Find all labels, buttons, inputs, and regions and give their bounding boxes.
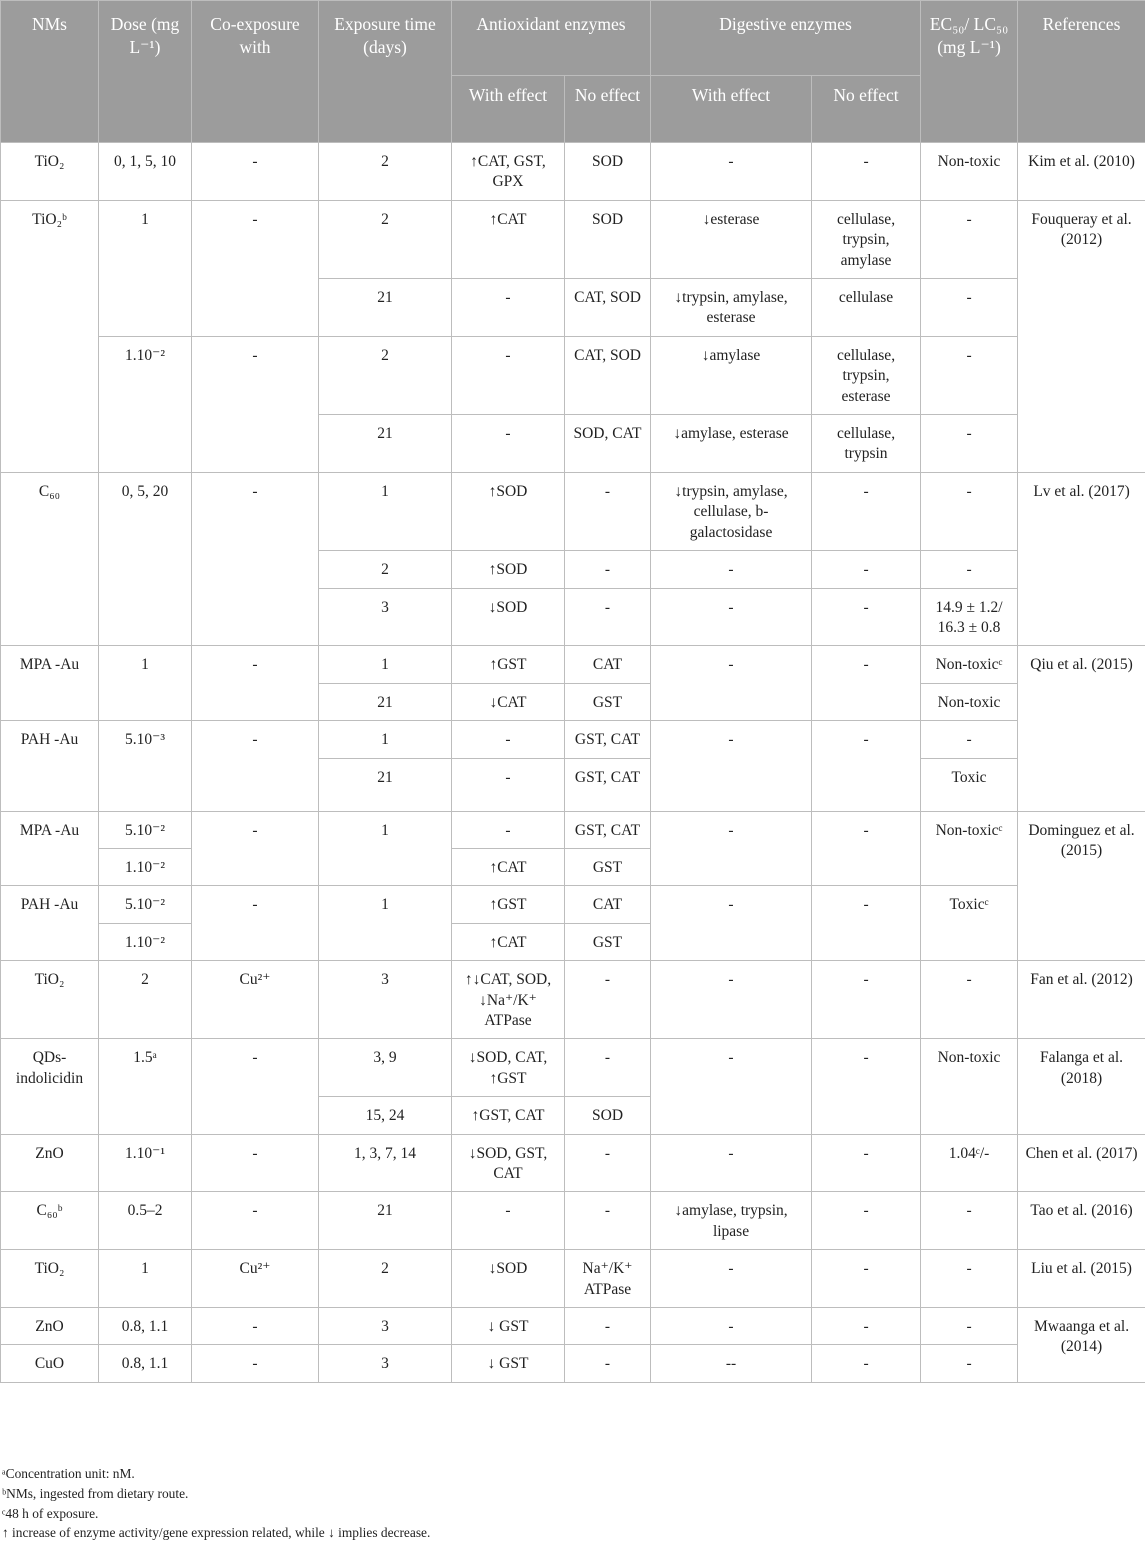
cell-digest-with: - [651, 551, 812, 588]
cell-digest-no: - [812, 143, 921, 201]
cell-antiox-no: GST, CAT [565, 758, 651, 811]
cell-antiox-no: - [565, 1039, 651, 1097]
cell-nm: C₆₀ [1, 472, 99, 645]
cell-digest-no: cellulase, trypsin, esterase [812, 336, 921, 414]
cell-coexposure: Cu²⁺ [192, 961, 319, 1039]
cell-digest-no: cellulase [812, 279, 921, 337]
table-row [1, 961, 1145, 1039]
cell-reference: Tao et al. (2016) [1018, 1192, 1145, 1250]
cell-time: 1 [319, 811, 452, 886]
cell-ec50: - [921, 415, 1018, 473]
cell-reference: Qiu et al. (2015) [1018, 646, 1145, 811]
cell-ec50: - [921, 961, 1018, 1039]
table-row [1, 811, 1145, 848]
cell-antiox-with: - [452, 758, 565, 811]
cell-time: 3, 9 [319, 1039, 452, 1097]
cell-coexposure: - [192, 472, 319, 645]
cell-digest-with: - [651, 646, 812, 721]
cell-reference: Fan et al. (2012) [1018, 961, 1145, 1039]
header-digestive: Digestive enzymes [651, 1, 921, 76]
cell-antiox-with: - [452, 279, 565, 337]
footnote-b: ᵇNMs, ingested from dietary route. [2, 1485, 189, 1501]
cell-time: 1 [319, 721, 452, 758]
table-row [1, 1192, 1145, 1250]
cell-dose: 1.10⁻² [99, 923, 192, 960]
table-row [1, 143, 1145, 201]
cell-antiox-no: SOD [565, 200, 651, 278]
cell-time: 3 [319, 1308, 452, 1345]
cell-ec50: Non-toxic [921, 1039, 1018, 1134]
cell-ec50: - [921, 279, 1018, 337]
cell-digest-no: - [812, 1134, 921, 1192]
cell-ec50: - [921, 1308, 1018, 1345]
cell-ec50: - [921, 551, 1018, 588]
cell-nm: MPA -Au [1, 646, 99, 721]
table-body [1, 143, 1145, 1383]
cell-dose: 0.5–2 [99, 1192, 192, 1250]
cell-digest-with: - [651, 1134, 812, 1192]
header-references: References [1018, 1, 1145, 143]
cell-digest-with: ↓amylase, esterase [651, 415, 812, 473]
cell-nm: TiO₂ᵇ [1, 200, 99, 472]
cell-antiox-no: - [565, 1345, 651, 1382]
table-row [1, 1039, 1145, 1097]
table-row [1, 886, 1145, 923]
header-antioxidant-no: No effect [565, 76, 651, 143]
cell-time: 21 [319, 279, 452, 337]
cell-digest-with: ↓amylase, trypsin, lipase [651, 1192, 812, 1250]
cell-antiox-with: - [452, 336, 565, 414]
cell-ec50: Non-toxicᶜ [921, 811, 1018, 886]
cell-ec50: Non-toxicᶜ [921, 646, 1018, 683]
cell-antiox-with: - [452, 811, 565, 848]
header-antioxidant: Antioxidant enzymes [452, 1, 651, 76]
cell-antiox-no: GST [565, 923, 651, 960]
cell-antiox-no: - [565, 588, 651, 646]
cell-time: 21 [319, 683, 452, 720]
cell-digest-no: - [812, 961, 921, 1039]
cell-dose: 0, 5, 20 [99, 472, 192, 645]
cell-ec50: - [921, 472, 1018, 550]
cell-nm: TiO₂ [1, 1250, 99, 1308]
cell-antiox-with: - [452, 1192, 565, 1250]
cell-digest-with: - [651, 886, 812, 961]
cell-digest-with: ↓amylase [651, 336, 812, 414]
cell-antiox-no: SOD, CAT [565, 415, 651, 473]
footnote-arrows: ↑ increase of enzyme activity/gene expression related, while ↓ implies decrease. [2, 1525, 431, 1541]
cell-dose: 0, 1, 5, 10 [99, 143, 192, 201]
cell-nm: CuO [1, 1345, 99, 1382]
cell-digest-with: ↓esterase [651, 200, 812, 278]
cell-digest-no: - [812, 588, 921, 646]
cell-nm: PAH -Au [1, 721, 99, 811]
cell-digest-with: - [651, 811, 812, 886]
cell-digest-with: - [651, 588, 812, 646]
cell-digest-with: -- [651, 1345, 812, 1382]
table-row [1, 200, 1145, 278]
cell-digest-no: - [812, 646, 921, 721]
cell-antiox-with: ↓SOD, GST, CAT [452, 1134, 565, 1192]
cell-nm: ZnO [1, 1308, 99, 1345]
cell-time: 1, 3, 7, 14 [319, 1134, 452, 1192]
cell-coexposure: - [192, 336, 319, 472]
cell-coexposure: - [192, 1308, 319, 1345]
cell-time: 3 [319, 1345, 452, 1382]
cell-antiox-no: Na⁺/K⁺ ATPase [565, 1250, 651, 1308]
cell-coexposure: - [192, 200, 319, 336]
cell-time: 2 [319, 143, 452, 201]
cell-ec50: - [921, 721, 1018, 758]
table-row [1, 472, 1145, 550]
cell-antiox-no: CAT [565, 886, 651, 923]
cell-antiox-no: SOD [565, 143, 651, 201]
cell-antiox-with: ↑CAT [452, 923, 565, 960]
cell-digest-no: - [812, 1192, 921, 1250]
cell-digest-no: - [812, 811, 921, 886]
cell-antiox-no: CAT, SOD [565, 336, 651, 414]
cell-antiox-no: GST [565, 848, 651, 885]
cell-ec50: Toxic [921, 758, 1018, 811]
cell-digest-no: - [812, 1039, 921, 1134]
cell-ec50: - [921, 336, 1018, 414]
cell-digest-no: - [812, 886, 921, 961]
cell-coexposure: - [192, 1345, 319, 1382]
cell-antiox-with: ↑↓CAT, SOD, ↓Na⁺/K⁺ ATPase [452, 961, 565, 1039]
cell-antiox-with: ↑SOD [452, 551, 565, 588]
table-row [1, 1250, 1145, 1308]
cell-time: 1 [319, 886, 452, 961]
cell-nm: QDs-indolicidin [1, 1039, 99, 1134]
cell-time: 2 [319, 551, 452, 588]
table-row [1, 1308, 1145, 1345]
cell-time: 2 [319, 200, 452, 278]
cell-reference: Lv et al. (2017) [1018, 472, 1145, 645]
cell-time: 3 [319, 961, 452, 1039]
cell-digest-with: - [651, 1250, 812, 1308]
cell-antiox-with: ↓CAT [452, 683, 565, 720]
cell-ec50: 14.9 ± 1.2/ 16.3 ± 0.8 [921, 588, 1018, 646]
cell-nm: PAH -Au [1, 886, 99, 961]
cell-antiox-with: ↓ GST [452, 1345, 565, 1382]
cell-dose: 0.8, 1.1 [99, 1308, 192, 1345]
cell-digest-no: - [812, 721, 921, 811]
cell-time: 21 [319, 758, 452, 811]
header-digestive-no: No effect [812, 76, 921, 143]
header-nms: NMs [1, 1, 99, 143]
cell-coexposure: Cu²⁺ [192, 1250, 319, 1308]
cell-reference: Mwaanga et al. (2014) [1018, 1308, 1145, 1383]
cell-dose: 5.10⁻² [99, 886, 192, 923]
cell-digest-no: cellulase, trypsin, amylase [812, 200, 921, 278]
cell-antiox-with: ↑CAT [452, 200, 565, 278]
cell-nm: TiO₂ [1, 961, 99, 1039]
cell-antiox-with: ↑CAT [452, 848, 565, 885]
cell-coexposure: - [192, 1192, 319, 1250]
cell-antiox-with: ↑GST, CAT [452, 1097, 565, 1134]
table-row [1, 336, 1145, 414]
cell-antiox-with: - [452, 721, 565, 758]
cell-reference: Fouqueray et al. (2012) [1018, 200, 1145, 472]
cell-dose: 5.10⁻³ [99, 721, 192, 811]
cell-antiox-with: ↑GST [452, 886, 565, 923]
header-ec50: EC₅₀/ LC₅₀ (mg L⁻¹) [921, 1, 1018, 143]
cell-antiox-with: ↑SOD [452, 472, 565, 550]
cell-coexposure: - [192, 721, 319, 811]
cell-coexposure: - [192, 886, 319, 961]
cell-time: 21 [319, 415, 452, 473]
cell-digest-no: - [812, 1308, 921, 1345]
cell-coexposure: - [192, 1134, 319, 1192]
cell-time: 3 [319, 588, 452, 646]
cell-dose: 5.10⁻² [99, 811, 192, 848]
cell-digest-no: - [812, 1250, 921, 1308]
cell-antiox-no: CAT, SOD [565, 279, 651, 337]
header-exposure-time: Exposure time (days) [319, 1, 452, 143]
cell-dose: 2 [99, 961, 192, 1039]
cell-antiox-no: - [565, 1308, 651, 1345]
cell-antiox-no: - [565, 961, 651, 1039]
table-row [1, 721, 1145, 758]
cell-dose: 1.10⁻² [99, 336, 192, 472]
header-antioxidant-with: With effect [452, 76, 565, 143]
cell-time: 2 [319, 336, 452, 414]
cell-antiox-with: ↑CAT, GST, GPX [452, 143, 565, 201]
cell-ec50: - [921, 1250, 1018, 1308]
cell-digest-no: - [812, 1345, 921, 1382]
header-coexposure: Co-exposure with [192, 1, 319, 143]
cell-time: 1 [319, 646, 452, 683]
cell-ec50: Non-toxic [921, 143, 1018, 201]
cell-digest-with: ↓trypsin, amylase, cellulase, b-galactosidase [651, 472, 812, 550]
cell-digest-no: cellulase, trypsin [812, 415, 921, 473]
cell-dose: 1.10⁻¹ [99, 1134, 192, 1192]
cell-antiox-with: ↓SOD [452, 1250, 565, 1308]
cell-coexposure: - [192, 143, 319, 201]
cell-digest-with: ↓trypsin, amylase, esterase [651, 279, 812, 337]
cell-antiox-no: CAT [565, 646, 651, 683]
cell-reference: Liu et al. (2015) [1018, 1250, 1145, 1308]
cell-antiox-with: ↑GST [452, 646, 565, 683]
header-dose: Dose (mg L⁻¹) [99, 1, 192, 143]
cell-dose: 0.8, 1.1 [99, 1345, 192, 1382]
cell-antiox-no: - [565, 551, 651, 588]
cell-antiox-no: GST, CAT [565, 721, 651, 758]
cell-time: 21 [319, 1192, 452, 1250]
cell-dose: 1.10⁻² [99, 848, 192, 885]
cell-antiox-with: ↓ GST [452, 1308, 565, 1345]
cell-ec50: - [921, 1192, 1018, 1250]
cell-nm: C₆₀ᵇ [1, 1192, 99, 1250]
cell-antiox-no: SOD [565, 1097, 651, 1134]
cell-nm: TiO₂ [1, 143, 99, 201]
cell-nm: ZnO [1, 1134, 99, 1192]
cell-antiox-no: - [565, 472, 651, 550]
cell-antiox-no: GST, CAT [565, 811, 651, 848]
cell-reference: Dominguez et al. (2015) [1018, 811, 1145, 961]
cell-coexposure: - [192, 1039, 319, 1134]
table-header [1, 1, 1145, 143]
cell-digest-with: - [651, 1039, 812, 1134]
cell-reference: Falanga et al. (2018) [1018, 1039, 1145, 1134]
cell-dose: 1.5ᵃ [99, 1039, 192, 1134]
cell-time: 1 [319, 472, 452, 550]
cell-dose: 1 [99, 1250, 192, 1308]
cell-antiox-with: - [452, 415, 565, 473]
cell-digest-with: - [651, 1308, 812, 1345]
cell-ec50: - [921, 1345, 1018, 1382]
cell-reference: Kim et al. (2010) [1018, 143, 1145, 201]
cell-antiox-with: ↓SOD, CAT, ↑GST [452, 1039, 565, 1097]
cell-antiox-no: - [565, 1134, 651, 1192]
cell-reference: Chen et al. (2017) [1018, 1134, 1145, 1192]
table-row [1, 1134, 1145, 1192]
cell-coexposure: - [192, 811, 319, 886]
footnote-a: ᵃConcentration unit: nM. [2, 1466, 135, 1481]
cell-dose: 1 [99, 646, 192, 721]
cell-time: 15, 24 [319, 1097, 452, 1134]
cell-coexposure: - [192, 646, 319, 721]
footnote-c: ᶜ48 h of exposure. [2, 1505, 99, 1521]
cell-nm: MPA -Au [1, 811, 99, 886]
cell-digest-no: - [812, 472, 921, 550]
cell-dose: 1 [99, 200, 192, 336]
cell-antiox-no: GST [565, 683, 651, 720]
cell-ec50: 1.04ᶜ/- [921, 1134, 1018, 1192]
cell-digest-with: - [651, 143, 812, 201]
cell-ec50: Non-toxic [921, 683, 1018, 720]
cell-digest-no: - [812, 551, 921, 588]
cell-digest-with: - [651, 721, 812, 811]
table-row [1, 1345, 1145, 1382]
cell-antiox-with: ↓SOD [452, 588, 565, 646]
cell-digest-with: - [651, 961, 812, 1039]
cell-ec50: - [921, 200, 1018, 278]
cell-time: 2 [319, 1250, 452, 1308]
header-digestive-with: With effect [651, 76, 812, 143]
cell-antiox-no: - [565, 1192, 651, 1250]
cell-ec50: Toxicᶜ [921, 886, 1018, 961]
table-footnotes [2, 1464, 430, 1543]
table-row [1, 646, 1145, 683]
